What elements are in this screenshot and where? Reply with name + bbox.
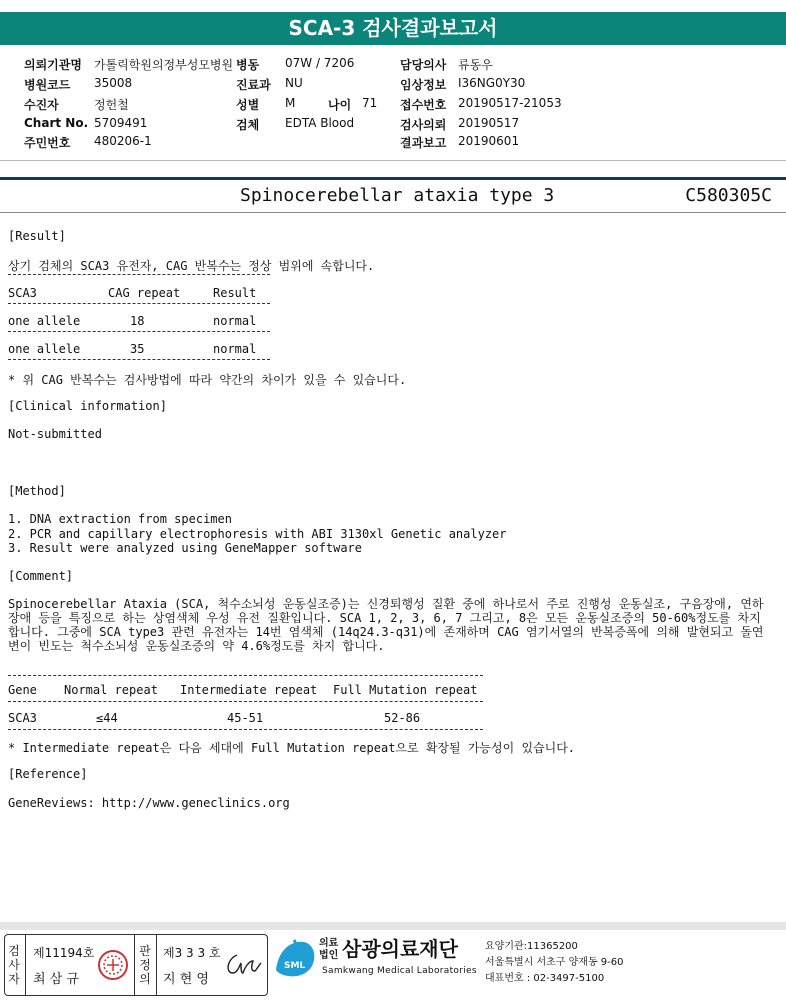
request-value: 20190517: [458, 116, 520, 130]
clinical-value: I36NG0Y30: [458, 76, 526, 90]
dept-value: NU: [285, 76, 303, 90]
sex-value: M: [285, 96, 296, 110]
comment-text: Spinocerebellar Ataxia (SCA, 척수소뇌성 운동실조증)는 신경퇴행성 질환 중에 하나로서 주로 진행성 운동실조, 구음장애, 연하장애 등을 특징으로 하는 상염색체 우성 유전 질환입니다. SCA 1, 2, 3, 6, 7 그리고, 8은 모든 운동실조증의 50-60%정도를 차지합니다. 그중에 SCA type3 관련 유전자는 14번 염색체 (14q24.3-q31)에 존재하며 CAG 염기서열의 반복증폭에 의해 발현되고 돌연변이 빈도는 척수소뇌성 운동실조증의 약 4.6%정도를 차지 합니다.: [8, 597, 764, 653]
reference-heading: [Reference]: [8, 767, 88, 781]
reference-link[interactable]: GeneReviews: http://www.geneclinics.org: [8, 796, 290, 810]
ward-label: 병동: [236, 58, 260, 72]
table-rule: [8, 303, 270, 304]
org-phone: 대표번호 : 02-3497-5100: [485, 973, 605, 984]
footer-band: [0, 922, 786, 930]
repeat-gene: SCA3: [8, 711, 37, 725]
comment-heading: [Comment]: [8, 569, 74, 583]
org-code: 요양기관:11365200: [485, 941, 578, 952]
repeat-col-full: Full Mutation repeat: [333, 683, 478, 697]
examiner-name: 최 삼 규: [33, 972, 79, 987]
col-header-gene: SCA3: [8, 286, 37, 300]
report-title-banner: SCA-3 검사결과보고서: [0, 12, 786, 45]
test-code: C580305C: [685, 185, 772, 206]
footer: [0, 922, 786, 1000]
signature-icon: [223, 949, 263, 979]
chart-label: Chart No.: [24, 116, 89, 130]
hospital-value: 가톨릭학원의정부성모병원: [94, 58, 234, 72]
repeat-col-gene: Gene: [8, 683, 37, 697]
sex-label: 성별: [236, 98, 260, 112]
examiner-label: 검사자: [8, 944, 20, 986]
allele-1-result: normal: [213, 314, 257, 328]
repeat-full: 52-86: [384, 711, 421, 725]
request-label: 검사의뢰: [400, 118, 447, 132]
method-heading: [Method]: [8, 484, 66, 498]
org-type: 의료법인: [319, 938, 339, 961]
clinical-label: 임상정보: [400, 78, 447, 92]
dept-label: 진료과: [236, 78, 271, 92]
age-value: 71: [362, 96, 378, 110]
id-label: 주민번호: [24, 136, 71, 150]
examiner-license: 제11194호: [33, 946, 95, 960]
seal-icon: [97, 949, 129, 981]
org-address: 서울특별시 서초구 양재동 9-60: [485, 957, 624, 968]
hcode-label: 병원코드: [24, 78, 71, 92]
method-step-1: 1. DNA extraction from specimen: [8, 512, 232, 526]
repeat-col-normal: Normal repeat: [64, 683, 158, 697]
org-name: 삼광의료재단: [342, 937, 458, 961]
report-date-label: 결과보고: [400, 136, 447, 150]
repeat-note: * Intermediate repeat은 다음 세대에 Full Mutation repeat으로 확장될 가능성이 있습니다.: [8, 741, 576, 755]
age-label: 나이: [328, 98, 352, 112]
col-header-result: Result: [213, 286, 257, 300]
result-heading: [Result]: [8, 229, 66, 243]
table-rule: [8, 359, 270, 360]
hcode-value: 35008: [94, 76, 133, 90]
method-step-2: 2. PCR and capillary electrophoresis with ABI 3130xl Genetic analyzer: [8, 527, 507, 541]
patient-label: 수진자: [24, 98, 59, 112]
divider: [0, 160, 786, 161]
reviewer-label: 판정의: [139, 944, 151, 986]
table-rule: [8, 729, 483, 730]
divider: [25, 935, 26, 995]
allele-1-repeat: 18: [130, 314, 145, 328]
table-rule: [8, 675, 483, 676]
specimen-label: 검체: [236, 118, 260, 132]
test-title: Spinocerebellar ataxia type 3: [240, 185, 555, 206]
result-summary: 상기 검체의 SCA3 유전자, CAG 반복수는 정상 범위에 속합니다.: [8, 259, 375, 273]
table-rule: [8, 331, 270, 332]
repeat-normal: ≤44: [96, 711, 118, 725]
signature-box: [4, 934, 268, 996]
table-rule: [8, 701, 483, 702]
clinical-text: Not-submitted: [8, 427, 102, 441]
report-date-value: 20190601: [458, 134, 520, 148]
result-note: * 위 CAG 반복수는 검사방법에 따라 약간의 차이가 있을 수 있습니다.: [8, 373, 407, 387]
sml-logo-icon: [272, 936, 318, 980]
specimen-value: EDTA Blood: [285, 116, 355, 130]
patient-info-block: [0, 50, 786, 160]
receipt-label: 접수번호: [400, 98, 447, 112]
hospital-label: 의뢰기관명: [24, 58, 82, 72]
reviewer-license: 제3 3 3 호: [163, 946, 221, 960]
reviewer-name: 지 현 영: [163, 972, 209, 987]
title-divider: [0, 212, 786, 213]
doctor-value: 류동우: [458, 58, 493, 72]
title-rule: [0, 177, 786, 180]
ward-value: 07W / 7206: [285, 56, 355, 70]
clinical-heading: [Clinical information]: [8, 399, 167, 413]
receipt-value: 20190517-21053: [458, 96, 562, 110]
allele-1-label: one allele: [8, 314, 81, 328]
divider: [156, 935, 157, 995]
allele-2-repeat: 35: [130, 342, 145, 356]
divider: [134, 935, 135, 995]
table-rule: [8, 274, 270, 275]
repeat-intermediate: 45-51: [227, 711, 264, 725]
org-name-en: Samkwang Medical Laboratories: [322, 966, 477, 976]
allele-2-label: one allele: [8, 342, 81, 356]
doctor-label: 담당의사: [400, 58, 447, 72]
col-header-cag: CAG repeat: [108, 286, 181, 300]
method-step-3: 3. Result were analyzed using GeneMapper software: [8, 541, 363, 555]
allele-2-result: normal: [213, 342, 257, 356]
chart-value: 5709491: [94, 116, 148, 130]
patient-value: 정헌철: [94, 98, 129, 112]
id-value: 480206-1: [94, 134, 152, 148]
sml-badge-text: SML: [284, 961, 306, 971]
repeat-col-intermediate: Intermediate repeat: [180, 683, 318, 697]
